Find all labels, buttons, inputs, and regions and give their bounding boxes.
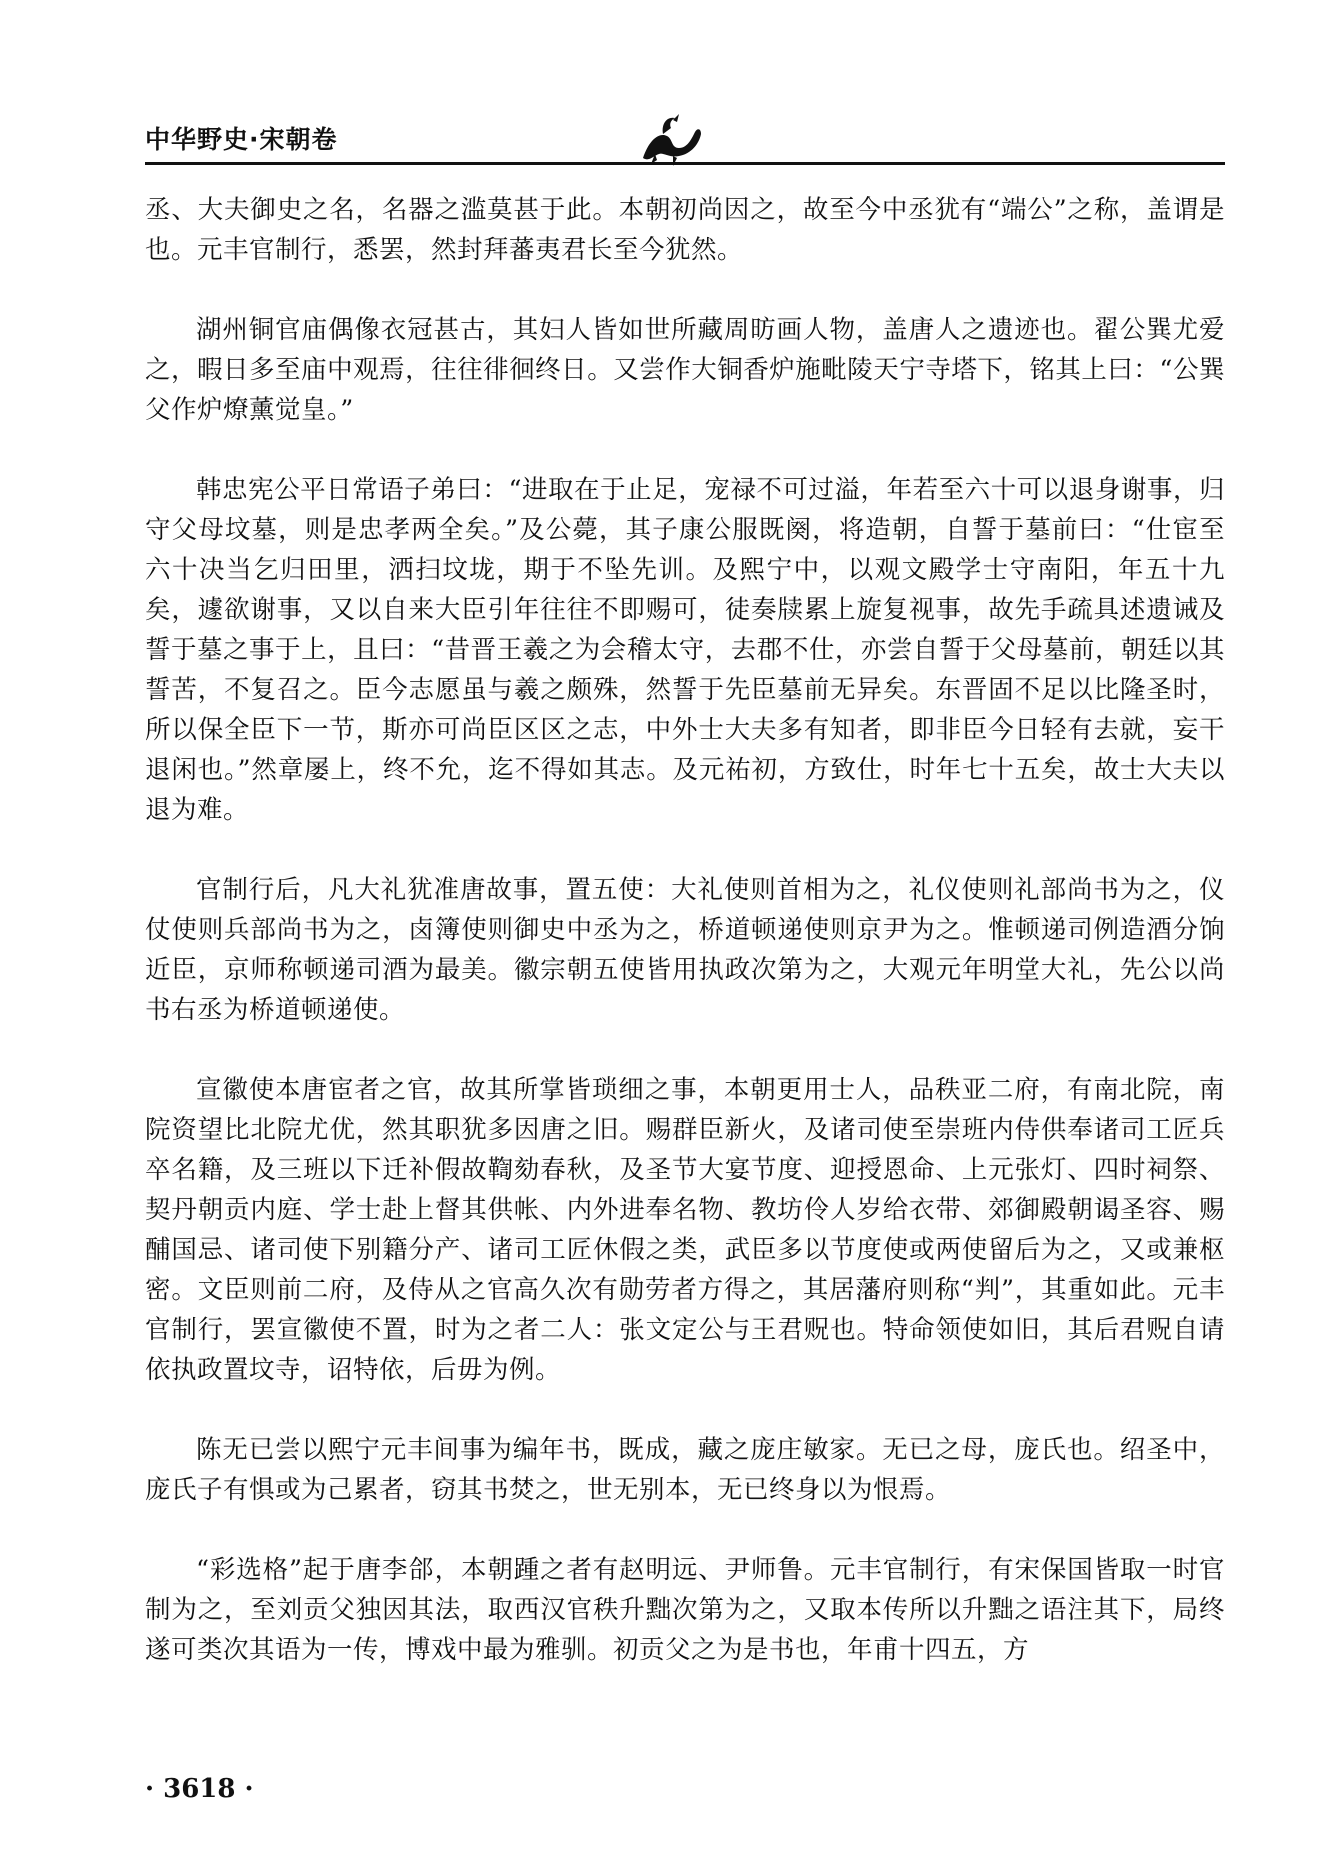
paragraph: 丞、大夫御史之名，名器之滥莫甚于此。本朝初尚因之，故至今中丞犹有“端公”之称，盖谓是也。元丰官制行，悉罢，然封拜蕃夷君长至今犹然。 <box>145 195 1225 265</box>
page-body <box>145 190 1225 1710</box>
page-number: · 3618 · <box>145 1774 254 1804</box>
paragraph: “彩选格”起于唐李郃，本朝踵之者有赵明远、尹师鲁。元丰官制行，有宋保国皆取一时官制为之，至刘贡父独因其法，取西汉官秩升黜次第为之，又取本传所以升黜之语注其下，局终遂可类次其语为一传，博戏中最为雅驯。初贡父之为是书也，年甫十四五，方 <box>145 1555 1225 1665</box>
dragon-emblem-icon <box>633 110 705 166</box>
paragraph: 湖州铜官庙偶像衣冠甚古，其妇人皆如世所藏周昉画人物，盖唐人之遗迹也。翟公巽尤爱之，暇日多至庙中观焉，往往徘徊终日。又尝作大铜香炉施毗陵天宁寺塔下，铭其上曰：“公巽父作炉燎薰觉皇。” <box>145 315 1225 425</box>
running-title: 中华野史·宋朝卷 <box>145 125 338 154</box>
paragraph: 官制行后，凡大礼犹准唐故事，置五使：大礼使则首相为之，礼仪使则礼部尚书为之，仪仗使则兵部尚书为之，卤簿使则御史中丞为之，桥道顿递使则京尹为之。惟顿递司例造酒分饷近臣，京师称顿递司酒为最美。徽宗朝五使皆用执政次第为之，大观元年明堂大礼，先公以尚书右丞为桥道顿递使。 <box>145 875 1225 1025</box>
paragraph: 宣徽使本唐宦者之官，故其所掌皆琐细之事，本朝更用士人，品秩亚二府，有南北院，南院资望比北院尤优，然其职犹多因唐之旧。赐群臣新火，及诸司使至崇班内侍供奉诸司工匠兵卒名籍，及三班以下迁补假故鞫劾春秋，及圣节大宴节度、迎授恩命、上元张灯、四时祠祭、契丹朝贡内庭、学士赴上督其供帐、内外进奉名物、教坊伶人岁给衣带、郊御殿朝谒圣容、赐酺国忌、诸司使下别籍分产、诸司工匠休假之类，武臣多以节度使或两使留后为之，又或兼枢密。文臣则前二府，及侍从之官高久次有勋劳者方得之，其居藩府则称“判”，其重如此。元丰官制行，罢宣徽使不置，时为之者二人：张文定公与王君贶也。特命领使如旧，其后君贶自请依执政置坟寺，诏特依，后毋为例。 <box>145 1075 1225 1385</box>
paragraph: 韩忠宪公平日常语子弟曰：“进取在于止足，宠禄不可过溢，年若至六十可以退身谢事，归守父母坟墓，则是忠孝两全矣。”及公薨，其子康公服既阕，将造朝，自誓于墓前曰：“仕宦至六十决当乞归田里，洒扫坟垅，期于不坠先训。及熙宁中，以观文殿学士守南阳，年五十九矣，遽欲谢事，又以自来大臣引年往往不即赐可，徒奏牍累上旋复视事，故先手疏具述遗诫及誓于墓之事于上，且曰：“昔晋王羲之为会稽太守，去郡不仕，亦尝自誓于父母墓前，朝廷以其誓苦，不复召之。臣今志愿虽与羲之颇殊，然誓于先臣墓前无异矣。东晋固不足以比隆圣时，所以保全臣下一节，斯亦可尚臣区区之志，中外士大夫多有知者，即非臣今日轻有去就，妄干退闲也。”然章屡上，终不允，迄不得如其志。及元祐初，方致仕，时年七十五矣，故士大夫以退为难。 <box>145 475 1225 825</box>
page-header <box>145 120 1225 180</box>
header-rule <box>145 162 1225 165</box>
paragraph: 陈无已尝以熙宁元丰间事为编年书，既成，藏之庞庄敏家。无已之母，庞氏也。绍圣中，庞氏子有惧或为己累者，窃其书焚之，世无别本，无已终身以为恨焉。 <box>145 1435 1225 1505</box>
